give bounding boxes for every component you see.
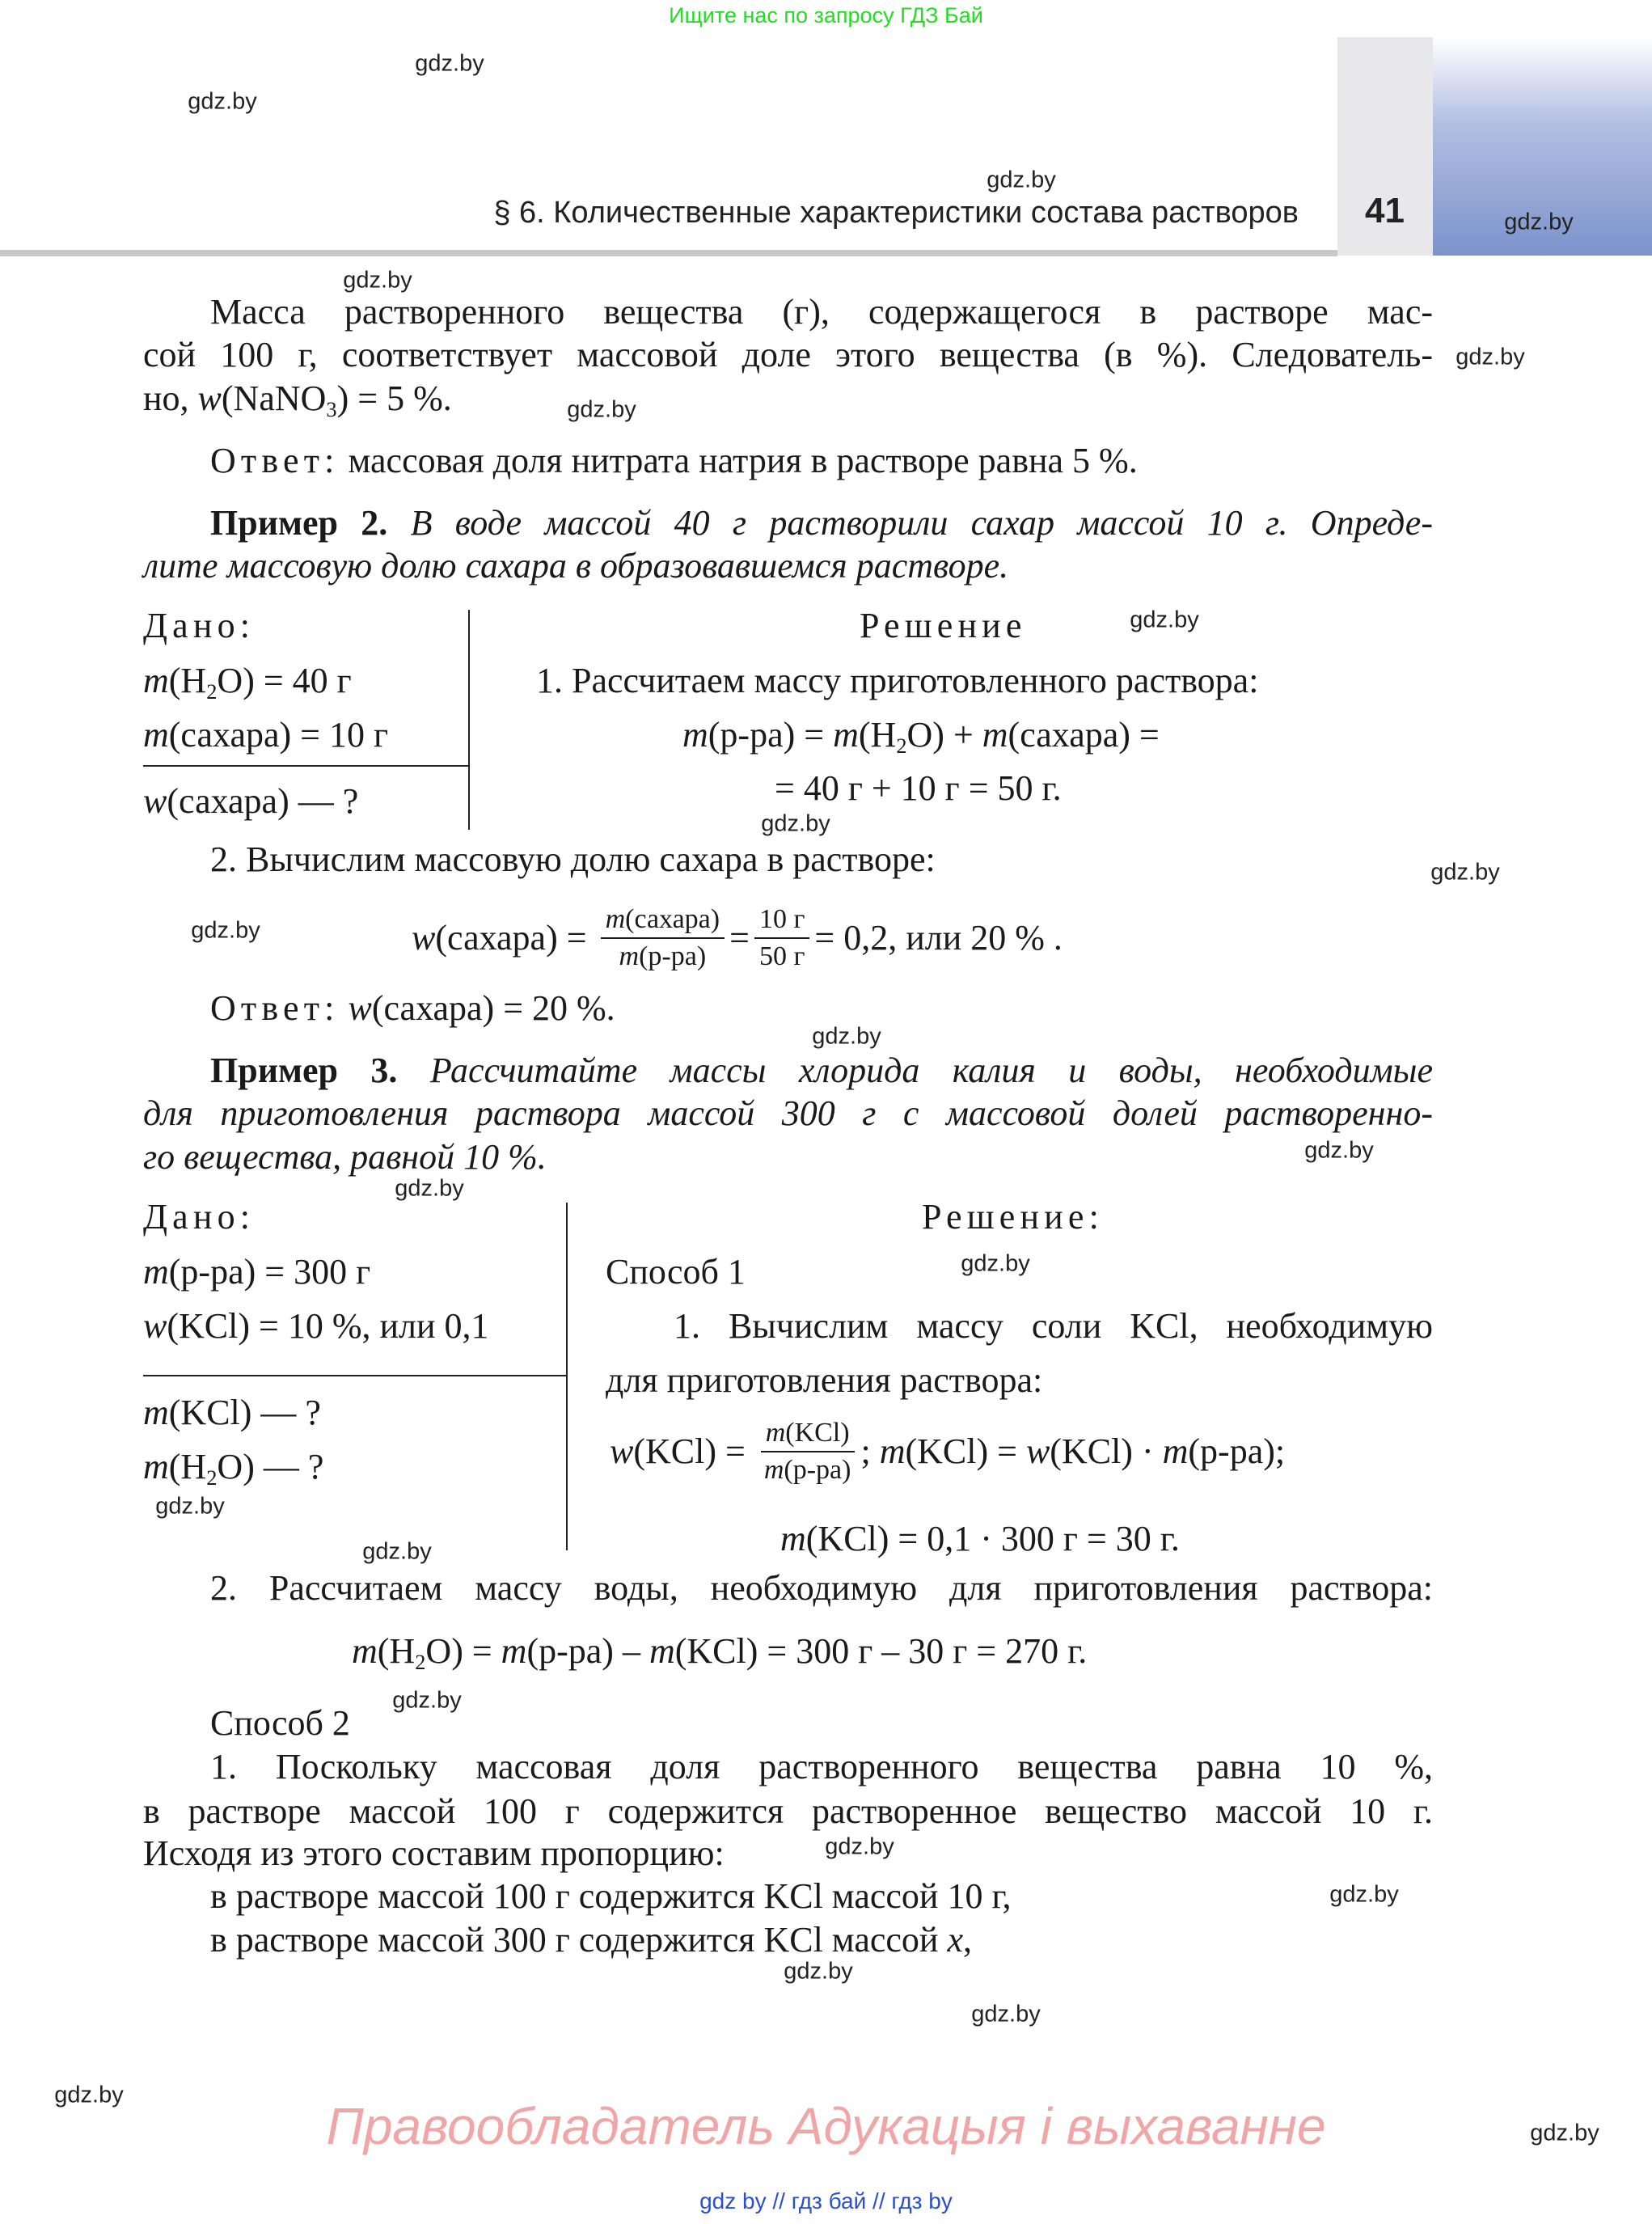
example-title: Пример 3. — [210, 1051, 398, 1090]
text-line: в растворе массой 100 г содержится растворенное вещество массой 10 г. — [143, 1791, 1433, 1831]
example-2-task — [210, 501, 1433, 546]
text: (KCl) = 10 %, или 0,1 — [167, 1306, 489, 1346]
example-title: Пример 2. — [210, 503, 388, 543]
watermark: gdz.by — [1504, 209, 1574, 235]
text: (KCl) = — [905, 1431, 1026, 1471]
given-item — [143, 658, 352, 704]
numerator — [601, 902, 725, 939]
text: (сахара) — ? — [167, 781, 359, 821]
task-text: лите массовую долю сахара в образовавшемся растворе. — [143, 546, 1009, 586]
text: (KCl) — ? — [168, 1393, 321, 1432]
text: ) = 5 %. — [336, 378, 452, 418]
text: (р-ра) — [639, 941, 707, 971]
text: (р-ра) = — [708, 715, 834, 755]
given-item — [143, 712, 388, 758]
text: (KCl) = — [633, 1431, 754, 1471]
text: (KCl) · — [1050, 1431, 1163, 1471]
watermark: gdz.by — [191, 917, 260, 944]
given-label: Дано: — [143, 1197, 256, 1237]
watermark: gdz.by — [392, 1687, 462, 1714]
var-m: m — [143, 1252, 169, 1292]
watermark: gdz.by — [1329, 1881, 1399, 1908]
numerator — [761, 1415, 855, 1452]
header-rule — [0, 250, 1337, 256]
footer-link[interactable]: gdz by — [699, 2188, 767, 2213]
formula — [780, 1516, 1180, 1562]
text: (р-ра); — [1188, 1431, 1286, 1471]
var-m: m — [765, 1418, 786, 1448]
task-text: Рассчитайте массы хлорида калия и воды, необходимые — [397, 1051, 1433, 1090]
text: O) = — [425, 1631, 501, 1671]
text: (H — [858, 715, 897, 755]
chapter-title: § 6. Количественные характеристики состава растворов — [493, 196, 1299, 230]
footer-separator: // — [872, 2188, 885, 2213]
var-m: m — [879, 1431, 906, 1471]
var-m: m — [143, 1393, 169, 1432]
given-divider — [566, 1203, 568, 1550]
find-item — [143, 1444, 323, 1490]
text-line: Исходя из этого составим пропорцию: — [143, 1833, 725, 1873]
watermark: gdz.by — [188, 88, 257, 115]
watermark: gdz.by — [567, 396, 636, 423]
find-item — [143, 779, 358, 824]
top-banner[interactable]: Ищите нас по запросу ГДЗ Бай — [669, 3, 983, 27]
proportion-line: в растворе массой 100 г содержится KCl массой 10 г, — [210, 1876, 1012, 1916]
answer-label: Ответ: — [210, 441, 340, 480]
var-m: m — [143, 1447, 169, 1486]
method-label: Способ 2 — [210, 1703, 350, 1743]
watermark: gdz.by — [812, 1023, 881, 1050]
page-number: 41 — [1365, 191, 1405, 230]
watermark: gdz.by — [54, 2082, 124, 2108]
watermark: gdz.by — [343, 267, 412, 294]
footer-link[interactable]: гдз бай — [791, 2188, 867, 2213]
text: O) + — [906, 715, 982, 755]
var-m: m — [833, 715, 859, 755]
var-m: m — [619, 941, 640, 971]
numerator: 10 г — [754, 902, 809, 939]
footer-links — [0, 2188, 1652, 2214]
var-m: m — [682, 715, 708, 755]
text: (KCl) = 0,1 · 300 г = 30 г. — [805, 1519, 1180, 1558]
given-label: Дано: — [143, 606, 256, 645]
watermark: gdz.by — [1456, 344, 1525, 370]
var-m: m — [352, 1631, 378, 1671]
example-3-task — [210, 1048, 1433, 1093]
watermark: gdz.by — [415, 50, 484, 77]
var-w: w — [197, 378, 222, 418]
subscript: 2 — [896, 733, 907, 758]
fraction-formula — [412, 906, 1063, 970]
var-w: w — [348, 988, 372, 1028]
text: (сахара) — [625, 904, 720, 934]
given-item — [143, 1304, 489, 1349]
watermark: gdz.by — [1530, 2120, 1599, 2146]
denominator: 50 г — [758, 941, 805, 971]
watermark: gdz.by — [362, 1538, 432, 1565]
var-w: w — [143, 1306, 167, 1346]
watermark: gdz.by — [971, 2001, 1041, 2027]
subscript: 2 — [206, 679, 218, 704]
formula: = 40 г + 10 г = 50 г. — [775, 768, 1062, 808]
formula — [682, 712, 1160, 758]
var-w: w — [412, 918, 436, 958]
var-m: m — [143, 715, 169, 755]
formula — [352, 1629, 1087, 1674]
text: O) — ? — [217, 1447, 324, 1486]
watermark: gdz.by — [784, 1958, 853, 1985]
watermark: gdz.by — [1130, 607, 1199, 633]
watermark: gdz.by — [1304, 1137, 1374, 1164]
watermark: gdz.by — [395, 1175, 464, 1202]
answer-text: массовая доля нитрата натрия в растворе равна 5 %. — [339, 441, 1138, 480]
watermark: gdz.by — [155, 1493, 225, 1520]
solution-step: 2. Вычислим массовую долю сахара в растворе: — [210, 839, 936, 879]
watermark: gdz.by — [961, 1250, 1030, 1277]
solution-step: 1. Рассчитаем массу приготовленного раствора: — [536, 661, 1259, 700]
denominator — [615, 939, 712, 975]
answer-text: (сахара) = 20 %. — [371, 988, 615, 1028]
text: (сахара) = 10 г — [168, 715, 389, 755]
given-item — [143, 1249, 370, 1295]
text-line — [143, 376, 452, 421]
solution-step: 1. Вычислим массу соли KCl, необходимую — [674, 1306, 1433, 1346]
var-w: w — [143, 781, 167, 821]
subscript: 2 — [206, 1465, 218, 1490]
text: O) = 40 г — [217, 661, 352, 700]
text: (р-ра) – — [526, 1631, 649, 1671]
watermark: gdz.by — [987, 167, 1056, 193]
text: , — [963, 1920, 973, 1960]
footer-link[interactable]: гдз by — [891, 2188, 953, 2213]
subscript: 3 — [326, 396, 337, 421]
var-m: m — [982, 715, 1008, 755]
var-w: w — [610, 1431, 634, 1471]
var-m: m — [763, 1455, 784, 1485]
text: ; — [860, 1431, 880, 1471]
find-item — [143, 1390, 321, 1435]
watermark: gdz.by — [825, 1833, 894, 1860]
copyright-watermark: Правообладатель Адукацыя і выхаванне — [326, 2097, 1326, 2155]
answer-1 — [210, 438, 1138, 484]
text-line: Масса растворенного вещества (г), содержащегося в растворе мас- — [210, 292, 1433, 332]
denominator — [759, 1452, 856, 1488]
text-line: 1. Поскольку массовая доля растворенного вещества равна 10 %, — [210, 1747, 1433, 1786]
equals: = — [729, 918, 750, 958]
text: в растворе массой 300 г содержится KCl массой — [210, 1920, 948, 1960]
text: (р-ра) = 300 г — [168, 1252, 371, 1292]
text: (сахара) = — [435, 918, 596, 958]
given-rule — [143, 765, 468, 767]
solution-step: для приготовления раствора: — [606, 1360, 1043, 1400]
method-label: Способ 1 — [606, 1252, 746, 1292]
text: (р-ра) — [784, 1455, 851, 1485]
footer-separator: // — [772, 2188, 785, 2213]
var-m: m — [501, 1631, 527, 1671]
var-m: m — [143, 661, 169, 700]
fraction-formula — [610, 1419, 1285, 1484]
text: (NaNO — [221, 378, 327, 418]
text: (H — [377, 1631, 416, 1671]
given-rule — [143, 1375, 566, 1376]
var-m: m — [780, 1519, 806, 1558]
text: = 0,2, или 20 % . — [814, 918, 1063, 958]
watermark: gdz.by — [1430, 859, 1500, 886]
answer-2 — [210, 986, 615, 1031]
text: но, — [143, 378, 198, 418]
solution-step: 2. Рассчитаем массу воды, необходимую для приготовления раствора: — [210, 1568, 1433, 1608]
solution-label: Решение: — [922, 1197, 1104, 1237]
var-w: w — [1025, 1431, 1050, 1471]
text: (H — [168, 1447, 207, 1486]
subscript: 2 — [415, 1649, 426, 1674]
text: (сахара) = — [1008, 715, 1160, 755]
task-text: го вещества, равной 10 %. — [143, 1137, 547, 1177]
given-divider — [468, 610, 470, 830]
proportion-line — [210, 1917, 972, 1963]
var-m: m — [1162, 1431, 1189, 1471]
var-m: m — [605, 904, 626, 934]
watermark: gdz.by — [761, 810, 830, 837]
text: (KCl) = 300 г – 30 г = 270 г. — [674, 1631, 1088, 1671]
solution-label: Решение — [860, 606, 1027, 645]
var-x: x — [947, 1920, 964, 1960]
task-text: для приготовления раствора массой 300 г с массовой долей растворенно- — [143, 1093, 1433, 1133]
text: (KCl) — [785, 1418, 850, 1448]
fraction — [759, 1415, 856, 1488]
text-line: сой 100 г, соответствует массовой доле этого вещества (в %). Следователь- — [143, 335, 1433, 374]
fraction — [601, 902, 725, 975]
text: (H — [168, 661, 207, 700]
answer-label: Ответ: — [210, 988, 340, 1028]
task-text: В воде массой 40 г растворили сахар массой 10 г. Опреде- — [387, 503, 1433, 543]
fraction — [754, 902, 809, 975]
var-m: m — [649, 1631, 675, 1671]
